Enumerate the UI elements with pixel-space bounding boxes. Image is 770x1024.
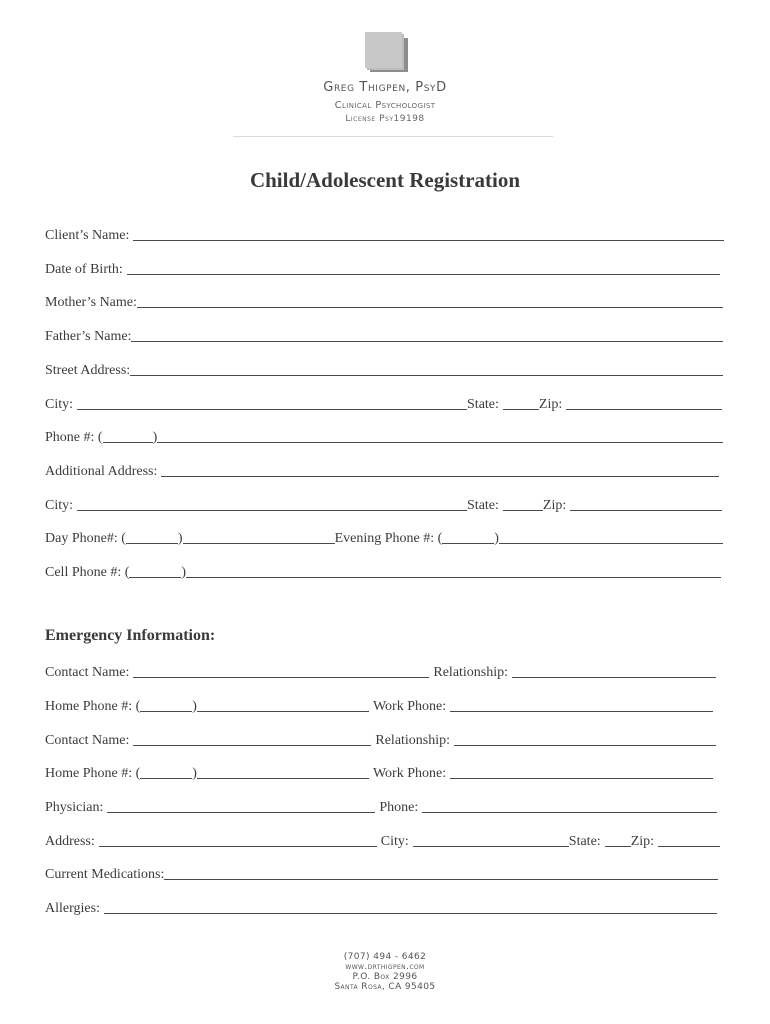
date-of-birth-label: Date of Birth:	[45, 262, 123, 277]
home-phone-number-line-2[interactable]	[197, 777, 369, 779]
home-phone-close-paren-2: )	[192, 766, 197, 781]
street-address-line[interactable]	[130, 374, 723, 376]
logo-square	[365, 32, 402, 68]
practitioner-title: Clinical Psychologist	[334, 100, 436, 111]
cell-phone-close-paren: )	[181, 565, 187, 580]
current-medications-line[interactable]	[164, 878, 718, 880]
phone-area-code-line[interactable]	[103, 441, 153, 443]
footer-contact	[0, 952, 770, 992]
allergies-label: Allergies:	[45, 901, 100, 916]
phone-label: Phone #: (	[45, 430, 103, 445]
relationship-line-2[interactable]	[454, 744, 716, 746]
footer-website[interactable]: www.drthigpen.com	[345, 962, 425, 972]
zip-label: Zip:	[538, 397, 563, 412]
footer-city: Santa Rosa, CA 95405	[334, 982, 436, 992]
evening-phone-number-line[interactable]	[499, 542, 723, 544]
day-phone-label: Day Phone#: (	[45, 531, 126, 546]
phone-row	[45, 428, 723, 446]
emergency-heading: Emergency Information:	[45, 627, 216, 644]
additional-address-label: Additional Address:	[45, 464, 158, 479]
contact-name-line-1[interactable]	[133, 676, 429, 678]
state-line[interactable]	[503, 408, 539, 410]
zip-label-2: Zip:	[542, 498, 567, 513]
city-row-2	[45, 496, 722, 514]
phones-2-row	[45, 764, 713, 782]
father-name-row	[45, 327, 723, 345]
day-evening-phone-row	[45, 529, 723, 547]
work-phone-label-1: Work Phone:	[372, 699, 447, 714]
evening-phone-label: Evening Phone #: (	[334, 531, 443, 546]
zip-line-2[interactable]	[570, 509, 722, 511]
relationship-label-1: Relationship:	[433, 665, 509, 680]
city-label: City:	[45, 397, 74, 412]
home-phone-area-code-line-2[interactable]	[140, 777, 192, 779]
cell-phone-label: Cell Phone #: (	[45, 565, 130, 580]
additional-address-row	[45, 462, 719, 480]
street-address-label: Street Address:	[45, 363, 131, 378]
physician-row	[45, 798, 717, 816]
contact-name-label-1: Contact Name:	[45, 665, 130, 680]
contact-name-line-2[interactable]	[133, 744, 371, 746]
mother-name-label: Mother’s Name:	[45, 295, 137, 310]
work-phone-line-2[interactable]	[450, 777, 713, 779]
client-name-row	[45, 226, 724, 244]
client-name-line[interactable]	[133, 239, 724, 241]
client-name-label: Client’s Name:	[45, 228, 130, 243]
physician-phone-label: Phone:	[379, 800, 419, 815]
city-line[interactable]	[77, 408, 467, 410]
physician-line[interactable]	[107, 811, 375, 813]
contact-1-row	[45, 663, 716, 681]
allergies-row	[45, 899, 717, 917]
evening-phone-area-code-line[interactable]	[442, 542, 494, 544]
zip-line[interactable]	[566, 408, 722, 410]
physician-state-label: State:	[568, 834, 601, 849]
home-phone-label-1: Home Phone #: (	[45, 699, 141, 714]
additional-address-line[interactable]	[161, 475, 719, 477]
physician-zip-line[interactable]	[658, 845, 720, 847]
header-divider	[233, 136, 553, 137]
mother-name-line[interactable]	[137, 306, 723, 308]
physician-address-line[interactable]	[99, 845, 377, 847]
physician-state-line[interactable]	[605, 845, 631, 847]
mother-name-row	[45, 293, 723, 311]
work-phone-label-2: Work Phone:	[372, 766, 447, 781]
phone-number-line[interactable]	[157, 441, 723, 443]
contact-2-row	[45, 731, 716, 749]
father-name-label: Father’s Name:	[45, 329, 132, 344]
relationship-label-2: Relationship:	[375, 733, 451, 748]
day-phone-close-paren: )	[177, 531, 183, 546]
footer-phone: (707) 494 - 6462	[343, 952, 427, 962]
city-label-2: City:	[45, 498, 74, 513]
physician-label: Physician:	[45, 800, 104, 815]
cell-phone-area-code-line[interactable]	[129, 576, 181, 578]
current-medications-label: Current Medications:	[45, 867, 165, 882]
physician-address-row	[45, 832, 720, 850]
relationship-line-1[interactable]	[512, 676, 716, 678]
street-address-row	[45, 361, 723, 379]
work-phone-line-1[interactable]	[450, 710, 713, 712]
license-number: License Psy19198	[345, 114, 425, 124]
city-line-2[interactable]	[77, 509, 467, 511]
cell-phone-row	[45, 563, 721, 581]
day-phone-area-code-line[interactable]	[126, 542, 178, 544]
physician-address-label: Address:	[45, 834, 95, 849]
state-label-2: State:	[467, 498, 499, 513]
home-phone-close-paren-1: )	[192, 699, 197, 714]
home-phone-area-code-line-1[interactable]	[140, 710, 192, 712]
state-line-2[interactable]	[503, 509, 543, 511]
state-label: State:	[467, 397, 499, 412]
allergies-line[interactable]	[104, 912, 717, 914]
physician-zip-label: Zip:	[630, 834, 655, 849]
evening-phone-close-paren: )	[494, 531, 499, 546]
physician-phone-line[interactable]	[422, 811, 717, 813]
practitioner-name: Greg Thigpen, PsyD	[323, 80, 447, 95]
date-of-birth-line[interactable]	[127, 273, 720, 275]
home-phone-number-line-1[interactable]	[197, 710, 369, 712]
phones-1-row	[45, 697, 713, 715]
current-medications-row	[45, 865, 718, 883]
date-of-birth-row	[45, 260, 720, 278]
father-name-line[interactable]	[131, 340, 723, 342]
contact-name-label-2: Contact Name:	[45, 733, 130, 748]
physician-city-line[interactable]	[413, 845, 569, 847]
cell-phone-number-line[interactable]	[186, 576, 721, 578]
footer-po-box: P.O. Box 2996	[352, 972, 418, 982]
phone-close-paren: )	[152, 430, 158, 445]
form-title: Child/Adolescent Registration	[249, 168, 521, 192]
physician-city-label: City:	[380, 834, 409, 849]
home-phone-label-2: Home Phone #: (	[45, 766, 141, 781]
day-phone-number-line[interactable]	[183, 542, 335, 544]
city-row	[45, 395, 722, 413]
